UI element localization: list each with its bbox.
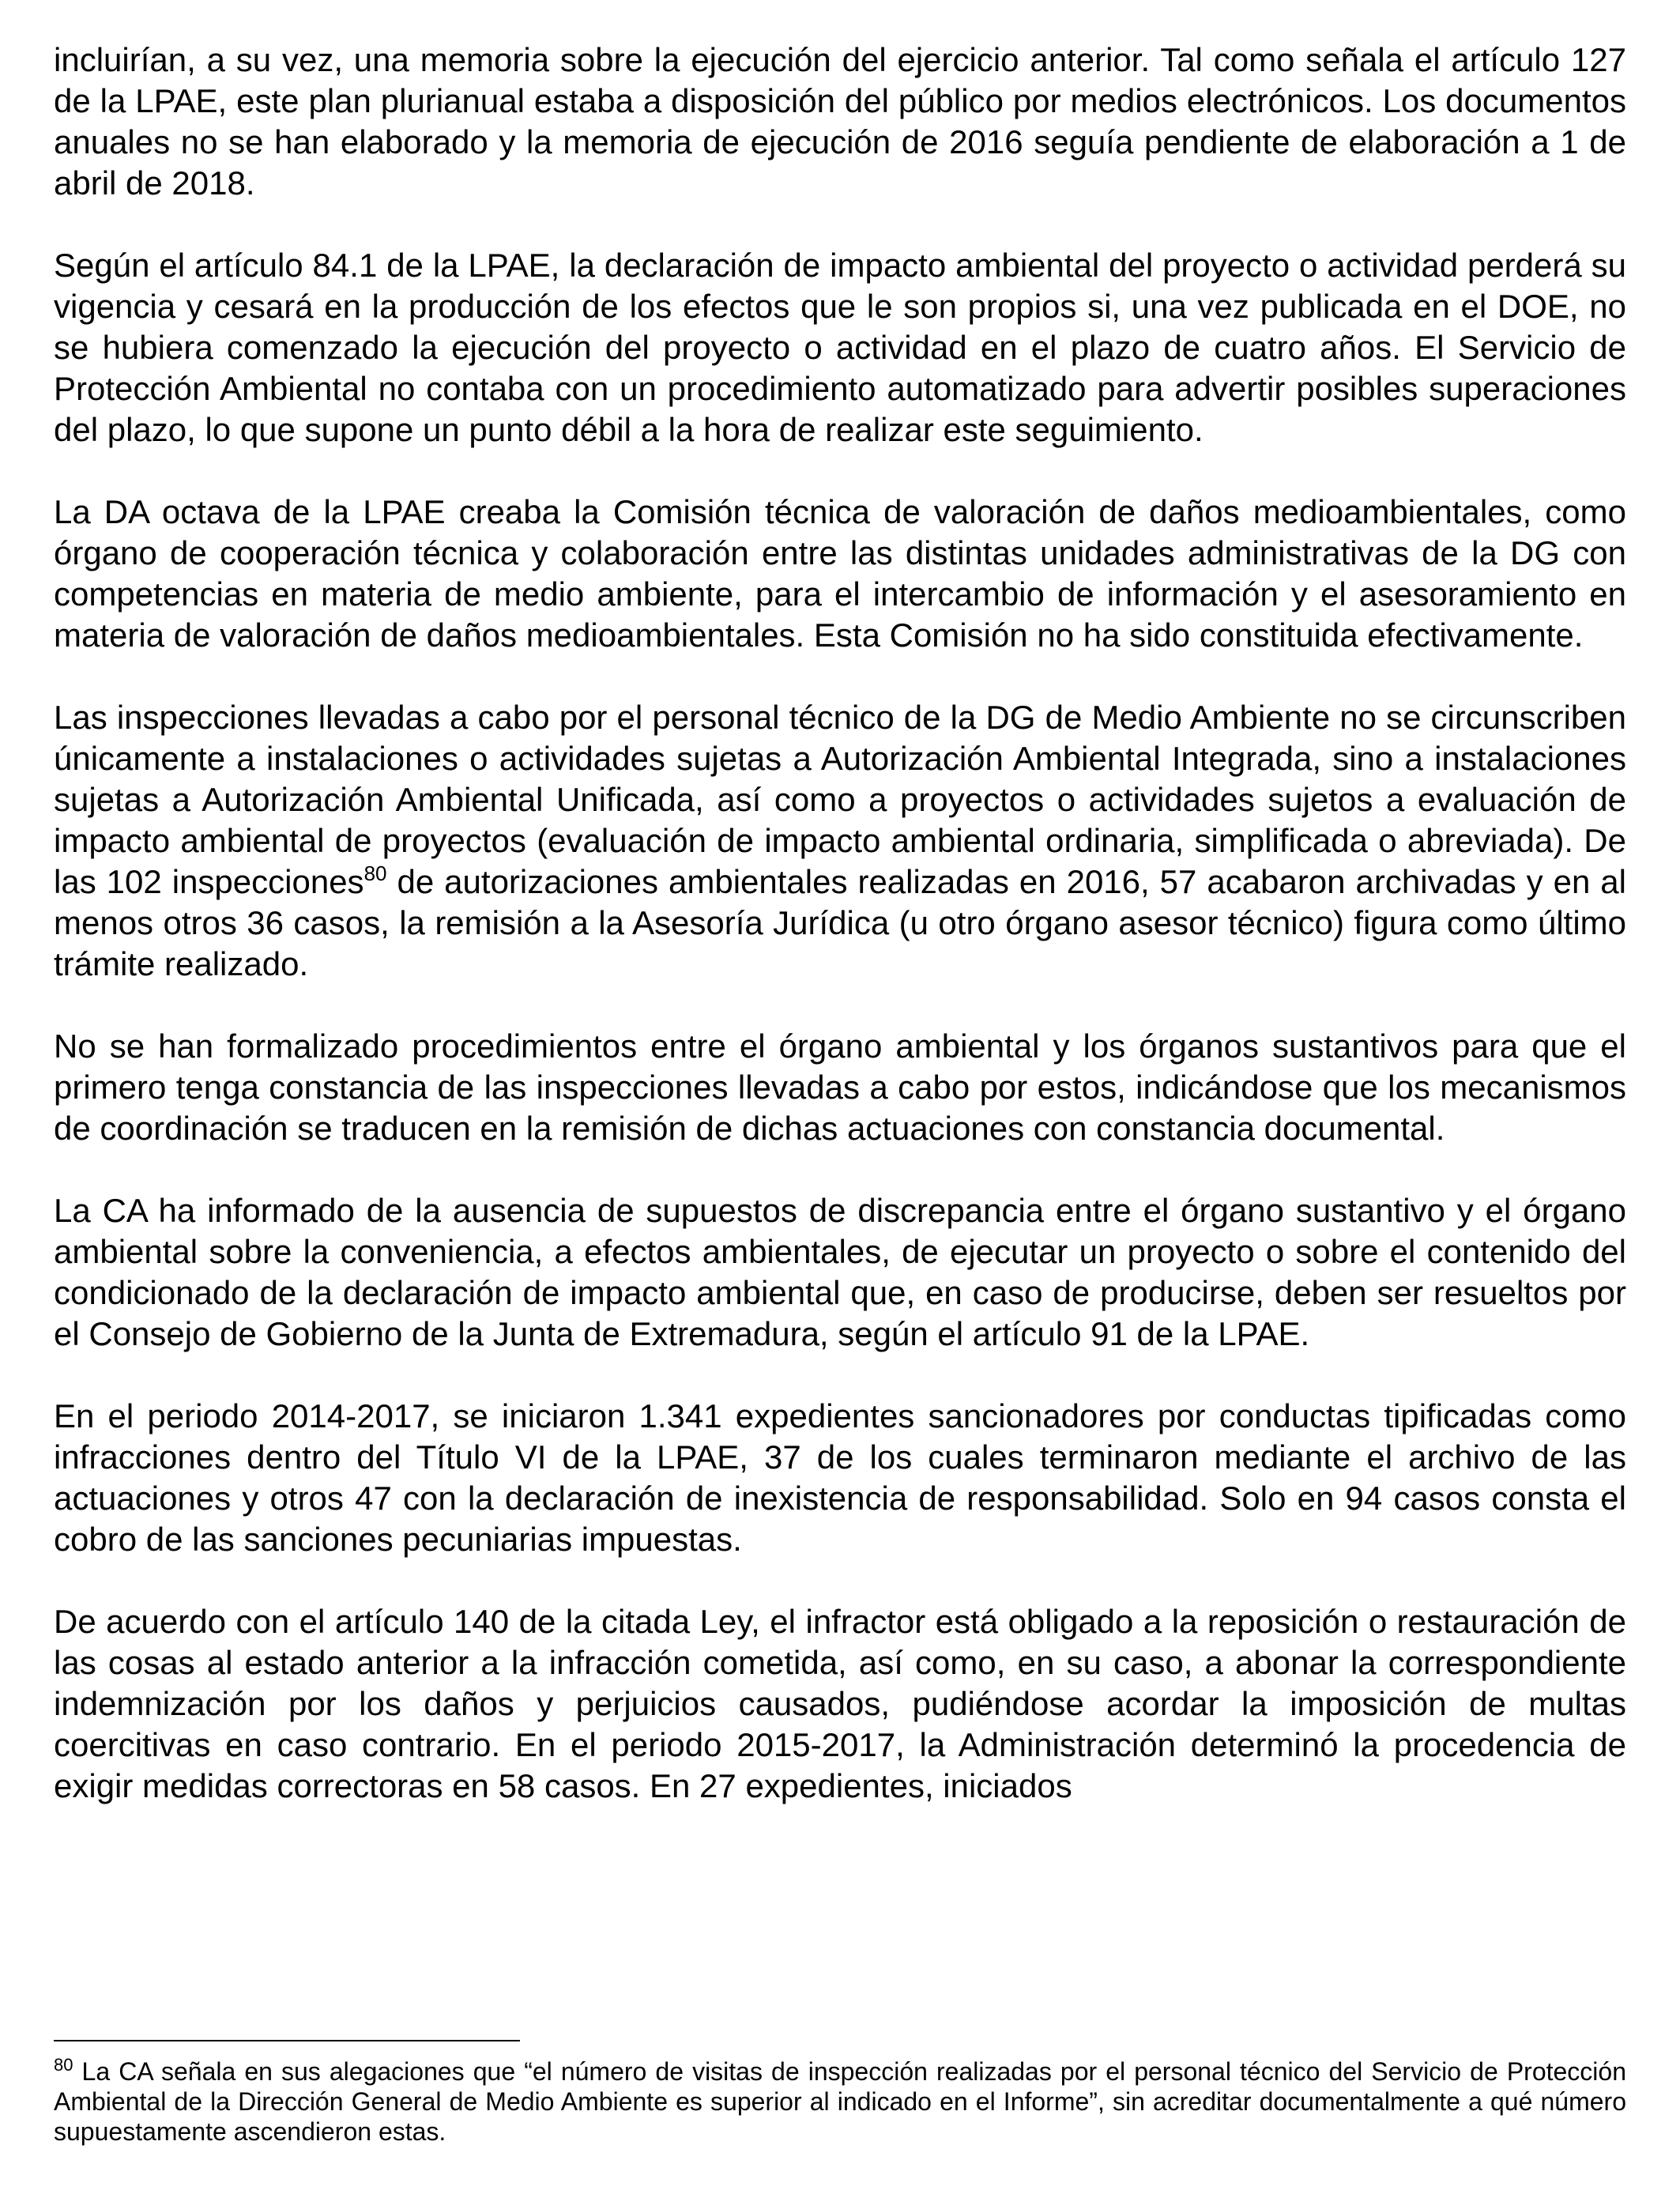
footnote-separator <box>54 2040 520 2041</box>
paragraph-plan-execution: incluirían, a su vez, una memoria sobre la ejecución del ejercicio anterior. Tal como señala el artículo 127 de la LPAE, este plan plurianual estaba a disposición del público por medios electrónicos. Los documentos anuales no se han elaborado y la memoria de ejecución de 2016 seguía pendiente de elaboración a 1 de abril de 2018. <box>54 41 1626 202</box>
paragraph-damage-valuation-commission: La DA octava de la LPAE creaba la Comisión técnica de valoración de daños medioambientales, como órgano de cooperación técnica y colaboración entre las distintas unidades administrativas de la DG con competencias en materia de medio ambiente, para el intercambio de información y el asesoramiento en materia de valoración de daños medioambientales. Esta Comisión no ha sido constituida efectivamente. <box>54 493 1626 654</box>
paragraph-inspections <box>54 697 1626 985</box>
footnote-number: 80 <box>54 2055 73 2075</box>
footnote-text: La CA señala en sus alegaciones que “el número de visitas de inspección realizadas por el personal técnico del Servicio de Protección Ambiental de la Dirección General de Medio Ambiente es superior al indicado en el Informe”, sin acreditar documentalmente a qué número supuestamente ascendieron estas. <box>54 2057 1626 2146</box>
paragraph-inspections-text-start: Las inspecciones llevadas a cabo por el personal técnico de la DG de Medio Ambiente no se circunscriben únicamente a instalaciones o actividades sujetas a Autorización Ambiental Integrada, sino a instalaciones sujetas a Autorización Ambiental Unificada, así como a proyectos o actividades sujetos a evaluación de impacto ambiental de proyectos (evaluación de impacto ambiental ordinaria, simplificada o abreviada). De las 102 inspecciones <box>54 699 1626 900</box>
paragraph-discrepancies: La CA ha informado de la ausencia de supuestos de discrepancia entre el órgano sustantivo y el órgano ambiental sobre la conveniencia, a efectos ambientales, de ejecutar un proyecto o sobre el contenido del condicionado de la declaración de impacto ambiental que, en caso de producirse, deben ser resueltos por el Consejo de Gobierno de la Junta de Extremadura, según el artículo 91 de la LPAE. <box>54 1192 1626 1352</box>
paragraph-impact-declaration-validity: Según el artículo 84.1 de la LPAE, la declaración de impacto ambiental del proyecto o actividad perderá su vigencia y cesará en la producción de los efectos que le son propios si, una vez publicada en el DOE, no se hubiera comenzado la ejecución del proyecto o actividad en el plazo de cuatro años. El Servicio de Protección Ambiental no contaba con un procedimiento automatizado para advertir posibles superaciones del plazo, lo que supone un punto débil a la hora de realizar este seguimiento. <box>54 247 1626 448</box>
paragraph-inspections-text-end: de autorizaciones ambientales realizadas en 2016, 57 acabaron archivadas y en al menos otros 36 casos, la remisión a la Asesoría Jurídica (u otro órgano asesor técnico) figura como último trámite realizado. <box>54 863 1626 982</box>
paragraph-corrective-measures: De acuerdo con el artículo 140 de la citada Ley, el infractor está obligado a la reposición o restauración de las cosas al estado anterior a la infracción cometida, así como, en su caso, a abonar la correspondiente indemnización por los daños y perjuicios causados, pudiéndose acordar la imposición de multas coercitivas en caso contrario. En el periodo 2015-2017, la Administración determinó la procedencia de exigir medidas correctoras en 58 casos. En 27 expedientes, iniciados <box>54 1603 1626 1804</box>
paragraph-sanctioning-files: En el periodo 2014-2017, se iniciaron 1.341 expedientes sancionadores por conductas tipificadas como infracciones dentro del Título VI de la LPAE, 37 de los cuales terminaron mediante el archivo de las actuaciones y otros 47 con la declaración de inexistencia de responsabilidad. Solo en 94 casos consta el cobro de las sanciones pecuniarias impuestas. <box>54 1397 1626 1558</box>
footnote-reference-80[interactable]: 80 <box>363 861 387 885</box>
footnote-80 <box>54 2056 1626 2147</box>
paragraph-coordination-procedures: No se han formalizado procedimientos entre el órgano ambiental y los órganos sustantivos para que el primero tenga constancia de las inspecciones llevadas a cabo por estos, indicándose que los mecanismos de coordinación se traducen en la remisión de dichas actuaciones con constancia documental. <box>54 1027 1626 1147</box>
document-body <box>54 40 1626 1848</box>
